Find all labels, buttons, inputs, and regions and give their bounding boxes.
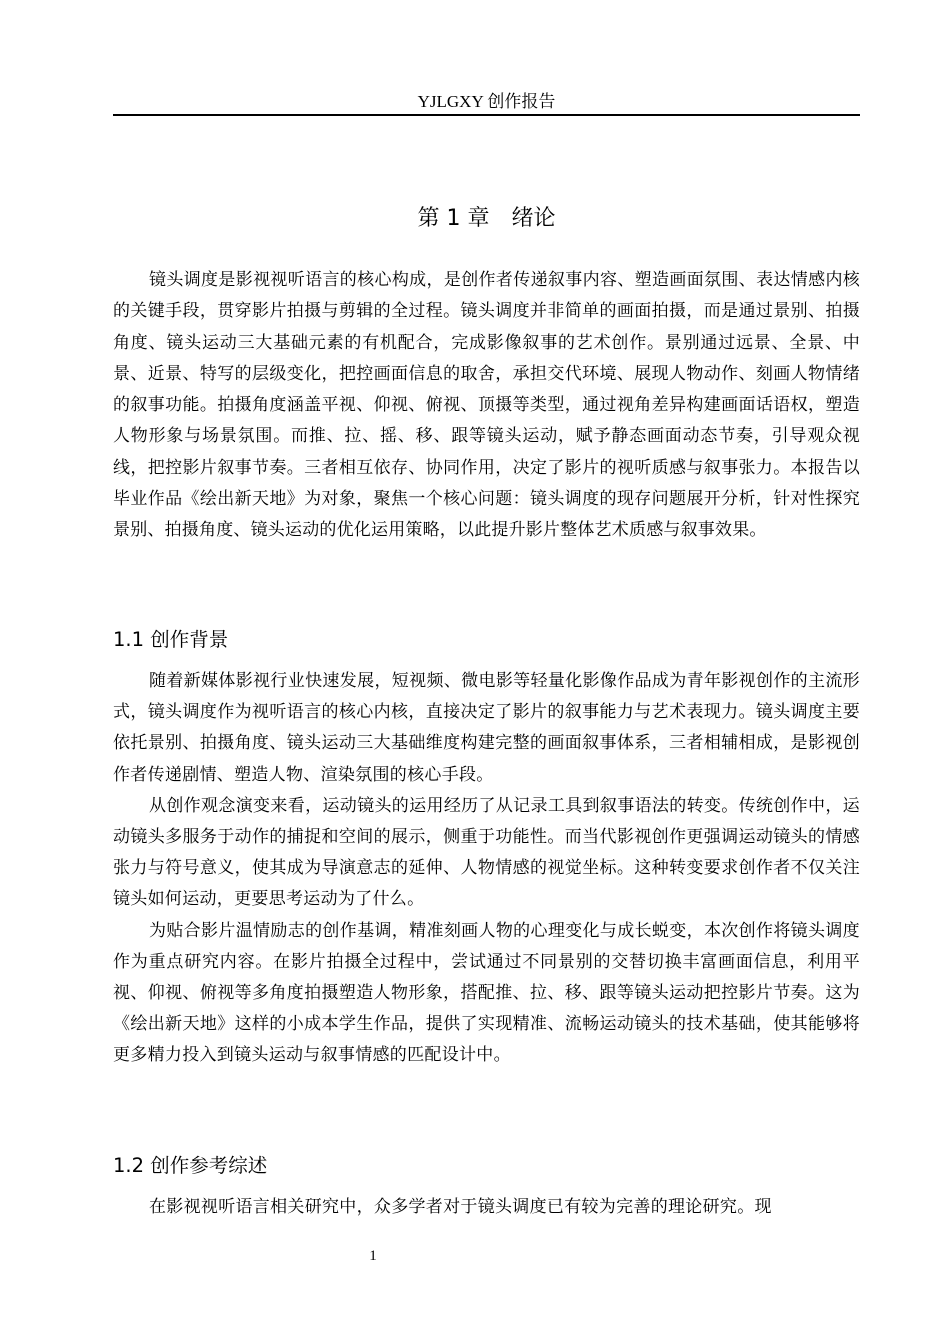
intro-paragraph: 镜头调度是影视视听语言的核心构成，是创作者传递叙事内容、塑造画面氛围、表达情感内核的关键手段，贯穿影片拍摄与剪辑的全过程。镜头调度并非简单的画面拍摄，而是通过景别、拍摄角度、镜头运动三大基础元素的有机配合，完成影像叙事的艺术创作。景别通过远景、全景、中景、近景、特写的层级变化，把控画面信息的取舍，承担交代环境、展现人物动作、刻画人物情绪的叙事功能。拍摄角度涵盖平视、仰视、俯视、顶摄等类型，通过视角差异构建画面话语权，塑造人物形象与场景氛围。而推、拉、摇、移、跟等镜头运动，赋予静态画面动态节奏，引导观众视线，把控影片叙事节奏。三者相互依存、协同作用，决定了影片的视听质感与叙事张力。本报告以毕业作品《绘出新天地》为对象，聚焦一个核心问题：镜头调度的现存问题展开分析，针对性探究景别、拍摄角度、镜头运动的优化运用策略，以此提升影片整体艺术质感与叙事效果。 (113, 270, 860, 541)
section-1-1-body (113, 666, 860, 1072)
chapter-title (113, 204, 860, 234)
paragraph: 为贴合影片温情励志的创作基调，精准刻画人物的心理变化与成长蜕变，本次创作将镜头调度作为重点研究内容。在影片拍摄全过程中，尝试通过不同景别的交替切换丰富画面信息，利用平视、仰视、俯视等多角度拍摄塑造人物形象，搭配推、拉、移、跟等镜头运动把控影片节奏。这为《绘出新天地》这样的小成本学生作品，提供了实现精准、流畅运动镜头的技术基础，使其能够将更多精力投入到镜头运动与叙事情感的匹配设计中。 (113, 920, 860, 1066)
header-divider (113, 114, 860, 116)
chapter-number: 第 1 章 (417, 206, 490, 231)
chapter-name: 绪论 (511, 206, 556, 231)
paragraph: 在影视视听语言相关研究中，众多学者对于镜头调度已有较为完善的理论研究。现 (149, 1197, 772, 1217)
paragraph: 随着新媒体影视行业快速发展，短视频、微电影等轻量化影像作品成为青年影视创作的主流形式，镜头调度作为视听语言的核心内核，直接决定了影片的叙事能力与艺术表现力。镜头调度主要依托景别、拍摄角度、镜头运动三大基础维度构建完整的画面叙事体系，三者相辅相成，是影视创作者传递剧情、塑造人物、渲染氛围的核心手段。 (113, 671, 860, 785)
section-heading-1-2: 1.2 创作参考综述 (113, 1154, 268, 1177)
section-1-2-body (113, 1192, 860, 1223)
section-heading-1-1: 1.1 创作背景 (113, 628, 229, 651)
paragraph: 从创作观念演变来看，运动镜头的运用经历了从记录工具到叙事语法的转变。传统创作中，运动镜头多服务于动作的捕捉和空间的展示，侧重于功能性。而当代影视创作更强调运动镜头的情感张力与符号意义，使其成为导演意志的延伸、人物情感的视觉坐标。这种转变要求创作者不仅关注镜头如何运动，更要思考运动为了什么。 (113, 795, 860, 910)
page-number: 1 (369, 1248, 377, 1264)
running-header: YJLGXY 创作报告 (417, 92, 556, 111)
intro-section (113, 265, 860, 547)
